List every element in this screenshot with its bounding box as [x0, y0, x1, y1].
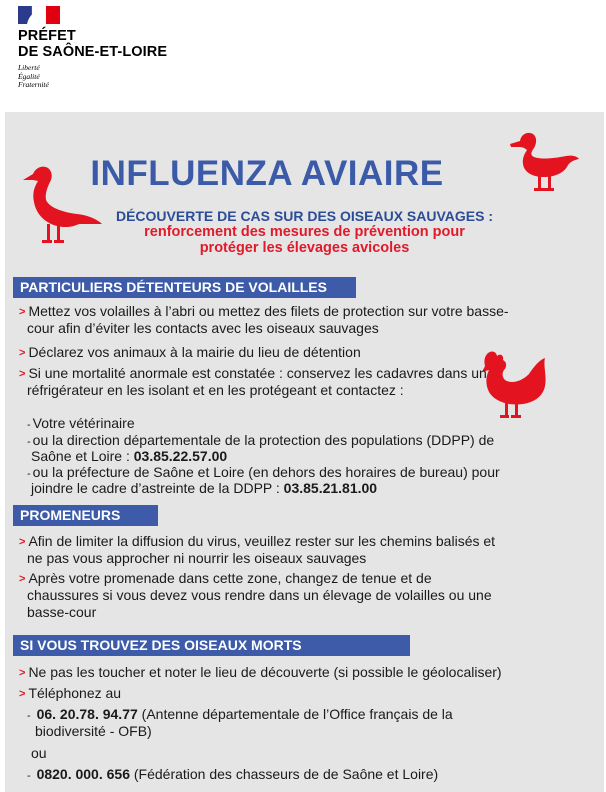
chevron-right-icon: > — [19, 536, 26, 548]
contact-text: ou la préfecture de Saône et Loire (en dehors des horaires de bureau) pour — [32, 464, 500, 480]
federation-phone[interactable]: 0820. 000. 656 — [36, 766, 130, 782]
ofb-phone[interactable]: 06. 20.78. 94.77 — [36, 706, 138, 722]
list-item-continued: ne pas vous approcher ni nourrir les oiseaux sauvages — [27, 550, 367, 566]
phone-label: (Fédération des chasseurs de de Saône et Loire) — [133, 766, 439, 782]
list-item — [19, 685, 121, 704]
list-item-continued: cour afin d’éviter les contacts avec les oiseaux sauvages — [27, 320, 379, 336]
motto-fraternite: Fraternité — [18, 80, 49, 89]
chevron-right-icon: > — [19, 368, 26, 380]
item-text: Mettez vos volailles à l’abri ou mettez des filets de protection sur votre basse- — [28, 303, 509, 319]
phone-item — [27, 766, 438, 785]
ddpp-phone[interactable]: 03.85.22.57.00 — [133, 448, 228, 464]
chevron-right-icon: > — [19, 688, 26, 700]
chevron-right-icon: > — [19, 667, 26, 679]
subtitle-red-line-1: renforcement des mesures de prévention pour — [144, 224, 465, 240]
chevron-right-icon: > — [19, 573, 26, 585]
section-heading-particuliers: PARTICULIERS DÉTENTEURS DE VOLAILLES — [13, 277, 356, 298]
poster-subtitle-red — [5, 224, 604, 256]
item-text: Ne pas les toucher et noter le lieu de découverte (si possible le géolocaliser) — [28, 664, 502, 680]
motto-liberte: Liberté — [18, 63, 40, 72]
section-heading-promeneurs: PROMENEURS — [13, 505, 158, 526]
dash-bullet: - — [27, 468, 31, 480]
or-separator: ou — [31, 745, 47, 761]
dash-bullet: - — [27, 770, 31, 782]
dash-bullet: - — [27, 419, 31, 431]
header — [0, 0, 606, 112]
phone-label: (Antenne départementale de l’Office français de la — [141, 706, 453, 722]
hen-icon — [477, 350, 549, 420]
list-item-continued: réfrigérateur en les isolant et en les protégeant et contactez : — [27, 382, 404, 398]
list-item-continued: chaussures si vous devez vous rendre dans un élevage de volailles ou une — [27, 587, 492, 603]
contact-text: Saône et Loire : — [31, 448, 130, 464]
prefet-line-1: PRÉFET — [18, 28, 76, 44]
prefecture-name — [18, 28, 167, 60]
duck-icon — [508, 130, 580, 192]
motto-egalite: Égalité — [18, 71, 40, 81]
subtitle-red-line-2: protéger les élevages avicoles — [199, 240, 410, 256]
astreinte-phone[interactable]: 03.85.21.81.00 — [283, 480, 378, 496]
poster-subtitle: DÉCOUVERTE DE CAS SUR DES OISEAUX SAUVAGES : — [115, 208, 494, 224]
poster-title: INFLUENZA AVIAIRE — [90, 154, 444, 193]
republic-motto — [18, 64, 49, 90]
item-text: Si une mortalité anormale est constatée : conservez les cadavres dans un — [28, 365, 487, 381]
list-item — [19, 664, 502, 683]
item-text: Téléphonez au — [28, 685, 122, 701]
section-heading-oiseaux-morts: SI VOUS TROUVEZ DES OISEAUX MORTS — [13, 635, 410, 656]
phone-item-continued: biodiversité - OFB) — [35, 723, 152, 739]
poster-panel — [5, 112, 604, 792]
item-text: Après votre promenade dans cette zone, changez de tenue et de — [28, 570, 432, 586]
contact-item-continued — [31, 448, 227, 465]
contact-text: ou la direction départementale de la protection des populations (DDPP) de — [32, 432, 495, 448]
chevron-right-icon: > — [19, 347, 26, 359]
chevron-right-icon: > — [19, 306, 26, 318]
contact-text: Votre vétérinaire — [32, 415, 135, 431]
contact-text: joindre le cadre d’astreinte de la DDPP : — [31, 480, 280, 496]
list-item-continued: basse-cour — [27, 604, 97, 620]
dash-bullet: - — [27, 710, 31, 722]
prefet-line-2: DE SAÔNE-ET-LOIRE — [18, 44, 168, 60]
contact-item-continued — [31, 480, 377, 497]
item-text: Afin de limiter la diffusion du virus, veuillez rester sur les chemins balisés et — [28, 533, 496, 549]
dash-bullet: - — [27, 436, 31, 448]
list-item — [19, 344, 361, 363]
item-text: Déclarez vos animaux à la mairie du lieu de détention — [28, 344, 361, 360]
french-flag-icon — [18, 6, 60, 24]
